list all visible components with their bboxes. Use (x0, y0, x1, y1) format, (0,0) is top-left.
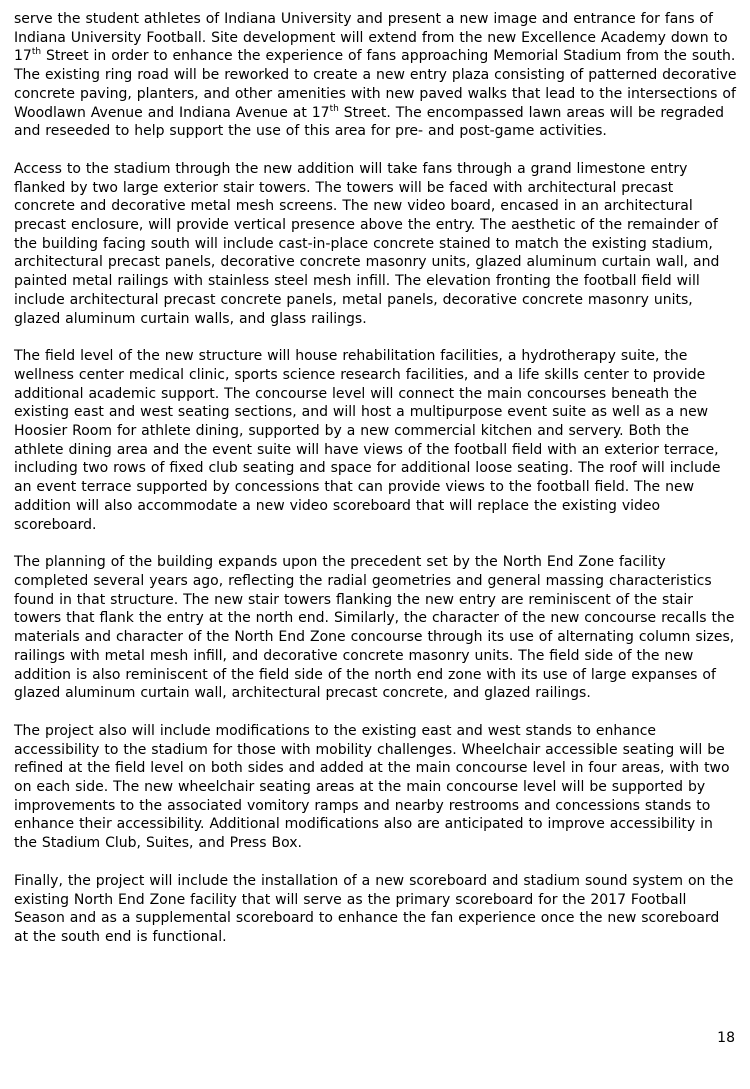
page-number: 18 (717, 1030, 735, 1046)
paragraph: The project also will include modifications to the existing east and west stands to enhance accessibility to the stadium for those with mobility challenges. Wheelchair accessible seating will be refined at the field level on both sides and added at the main concourse level in four areas, with two on each side. The new wheelchair seating areas at the main concourse level will be supported by improvements to the associated vomitory ramps and nearby restrooms and concessions stands to enhance their accessibility. Additional modifications also are anticipated to improve accessibility in the Stadium Club, Suites, and Press Box. (14, 722, 730, 852)
paragraph: The planning of the building expands upon the precedent set by the North End Zone facility completed several years ago, reflecting the radial geometries and general massing characteristics found in that structure. The new stair towers flanking the new entry are reminiscent of the stair towers that flank the entry at the north end. Similarly, the character of the new concourse recalls the materials and character of the North End Zone concourse through its use of alternating column sizes, railings with metal mesh infill, and decorative concrete masonry units. The field side of the new addition is also reminiscent of the field side of the north end zone with its use of large expanses of glazed aluminum curtain wall, architectural precast concrete, and glazed railings. (14, 554, 735, 702)
paragraph: The field level of the new structure will house rehabilitation facilities, a hydrotherapy suite, the wellness center medical clinic, sports science research facilities, and a life skills center to provide additional academic support. The concourse level will connect the main concourses beneath the existing east and west seating sections, and will host a multipurpose event suite as well as a new Hoosier Room for athlete dining, supported by a new commercial kitchen and servery. Both the athlete dining area and the event suite will have views of the football field with an exterior terrace, including two rows of fixed club seating and space for additional loose seating. The roof will include an event terrace supported by concessions that can provide views to the football field. The new addition will also accommodate a new video scoreboard that will replace the existing video scoreboard. (14, 348, 721, 533)
paragraph: Access to the stadium through the new addition will take fans through a grand limestone entry flanked by two large exterior stair towers. The towers will be faced with architectural precast concrete and decorative metal mesh screens. The new video board, encased in an architectural precast enclosure, will provide vertical presence above the entry. The aesthetic of the remainder of the building facing south will include cast-in-place concrete stained to match the existing stadium, architectural precast panels, decorative concrete masonry units, glazed aluminum curtain wall, and painted metal railings with stainless steel mesh infill. The elevation fronting the football field will include architectural precast concrete panels, metal panels, decorative concrete masonry units, glazed aluminum curtain walls, and glass railings. (14, 160, 720, 327)
paragraph: Finally, the project will include the installation of a new scoreboard and stadium sound system on the existing North End Zone facility that will serve as the primary scoreboard for the 2017 Football Season and as a supplemental scoreboard to enhance the fan experience once the new scoreboard at the south end is functional. (14, 872, 734, 945)
paragraph: serve the student athletes of Indiana University and present a new image and entrance for fans of Indiana University Football. Site development will extend from the new Excellence Academy down to 17th Street in order to enhance the experience of fans approaching Memorial Stadium from the south. The existing ring road will be reworked to create a new entry plaza consisting of patterned decorative concrete paving, planters, and other amenities with new paved walks that lead to the intersections of Woodlawn Avenue and Indiana Avenue at 17th Street. The encompassed lawn areas will be regraded and reseeded to help support the use of this area for pre- and post-game activities. (14, 11, 737, 140)
